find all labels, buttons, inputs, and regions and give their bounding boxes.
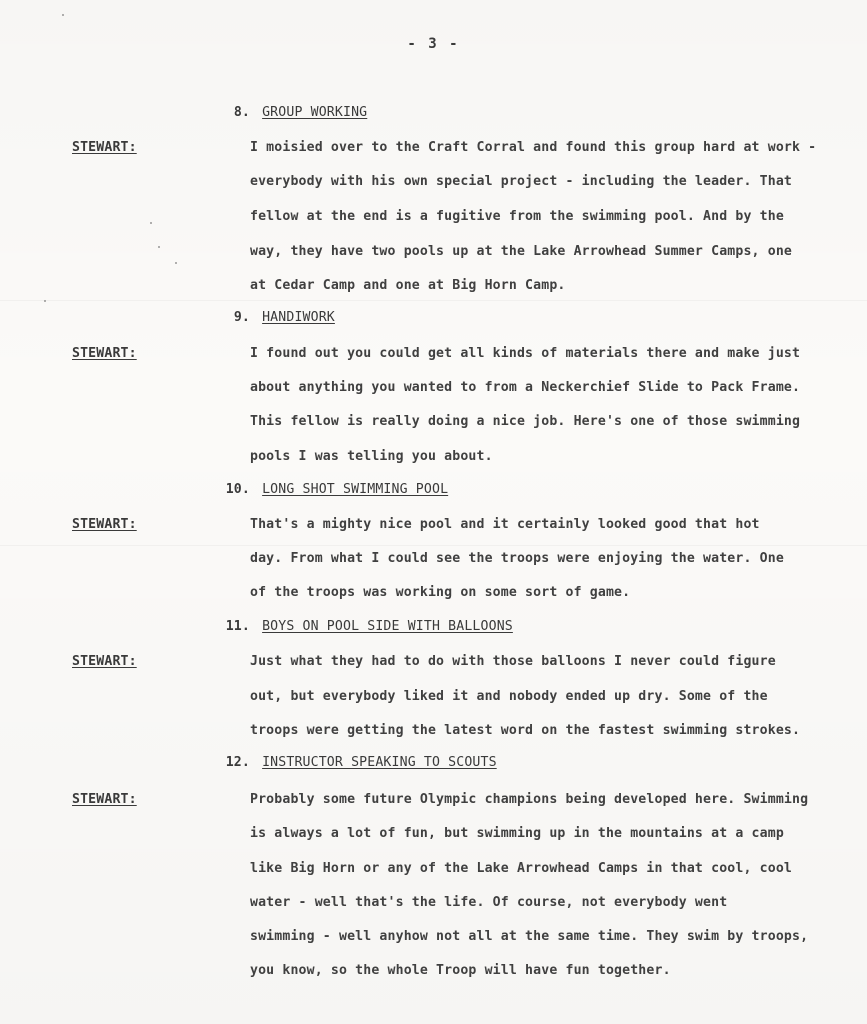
dialogue-line: I found out you could get all kinds of materials there and make just: [250, 346, 801, 361]
dialogue-line: at Cedar Camp and one at Big Horn Camp.: [250, 278, 566, 293]
scene-heading-9: [200, 310, 800, 325]
paper-fold: [0, 545, 867, 546]
paper-speck: [44, 300, 46, 302]
scene-title: BOYS ON POOL SIDE WITH BALLOONS: [262, 619, 513, 634]
scene-number: 11.: [225, 619, 250, 634]
dialogue-line: of the troops was working on some sort of game.: [250, 585, 631, 600]
dialogue-line: This fellow is really doing a nice job. Here's one of those swimming: [250, 414, 801, 429]
scene-number: 9.: [233, 310, 250, 325]
paper-speck: [175, 262, 177, 264]
dialogue-line: troops were getting the latest word on the fastest swimming strokes.: [250, 723, 801, 738]
dialogue-line: water - well that's the life. Of course, not everybody went: [250, 895, 728, 910]
dialogue-line: is always a lot of fun, but swimming up in the mountains at a camp: [250, 826, 784, 841]
paper-speck: [150, 222, 152, 224]
paper-speck: [62, 14, 64, 16]
dialogue-line: That's a mighty nice pool and it certainly looked good that hot: [250, 517, 760, 532]
dialogue-line: day. From what I could see the troops were enjoying the water. One: [250, 551, 784, 566]
speaker-label: STEWART:: [72, 517, 137, 532]
scene-heading-10: [200, 482, 800, 497]
dialogue-line: like Big Horn or any of the Lake Arrowhead Camps in that cool, cool: [250, 861, 792, 876]
paper-fold: [0, 300, 867, 301]
scene-number: 12.: [225, 755, 250, 770]
dialogue-line: out, but everybody liked it and nobody ended up dry. Some of the: [250, 689, 768, 704]
scene-number: 10.: [225, 482, 250, 497]
scene-heading-8: [200, 105, 800, 120]
scene-heading-12: [200, 755, 800, 770]
scene-title: LONG SHOT SWIMMING POOL: [262, 482, 449, 497]
scene-title: HANDIWORK: [262, 310, 335, 325]
speaker-label: STEWART:: [72, 654, 137, 669]
speaker-label: STEWART:: [72, 792, 137, 807]
dialogue-line: you know, so the whole Troop will have fun together.: [250, 963, 671, 978]
dialogue-line: Just what they had to do with those balloons I never could figure: [250, 654, 776, 669]
page-number: - 3 -: [407, 36, 460, 52]
dialogue-line: way, they have two pools up at the Lake Arrowhead Summer Camps, one: [250, 244, 792, 259]
dialogue-line: pools I was telling you about.: [250, 449, 493, 464]
speaker-label: STEWART:: [72, 140, 137, 155]
dialogue-line: fellow at the end is a fugitive from the swimming pool. And by the: [250, 209, 784, 224]
dialogue-line: everybody with his own special project - including the leader. That: [250, 174, 792, 189]
dialogue-line: swimming - well anyhow not all at the same time. They swim by troops,: [250, 929, 809, 944]
paper-speck: [158, 246, 160, 248]
scene-number: 8.: [233, 105, 250, 120]
dialogue-line: I moisied over to the Craft Corral and found this group hard at work -: [250, 140, 817, 155]
dialogue-line: about anything you wanted to from a Neckerchief Slide to Pack Frame.: [250, 380, 801, 395]
dialogue-line: Probably some future Olympic champions being developed here. Swimming: [250, 792, 809, 807]
scene-title: INSTRUCTOR SPEAKING TO SCOUTS: [262, 755, 497, 770]
scene-heading-11: [200, 619, 800, 634]
speaker-label: STEWART:: [72, 346, 137, 361]
scene-title: GROUP WORKING: [262, 105, 368, 120]
